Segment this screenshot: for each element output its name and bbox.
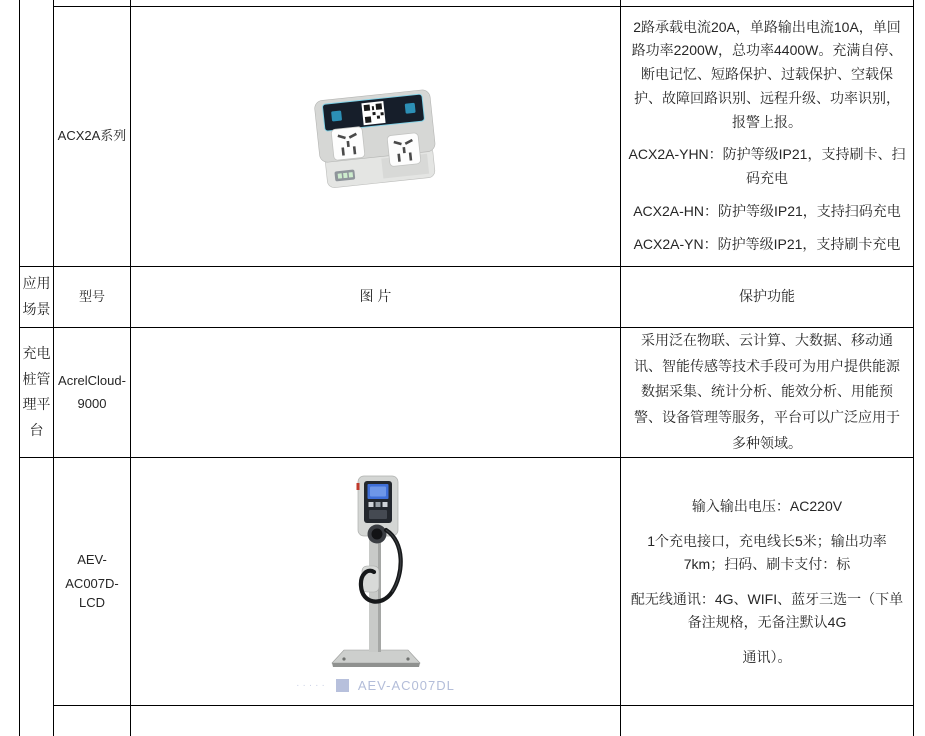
lcd-screen-inner — [370, 487, 386, 497]
paragraph: 9000 — [77, 396, 107, 412]
paragraph: ACX2A-HN：防护等级IP21，支持扫码充电 — [633, 203, 901, 220]
header-scene: 应用场景 — [20, 266, 54, 327]
bolt — [342, 658, 345, 661]
cell-model-acx2a — [54, 6, 131, 266]
cell-photo-platform-empty — [131, 327, 621, 457]
header-protection: 保护功能 — [621, 266, 914, 327]
acx2a-product-photo — [131, 75, 620, 197]
button — [375, 502, 380, 507]
cell-empty — [621, 706, 914, 736]
table-header-row — [20, 266, 914, 327]
header-image: 图 片 — [131, 266, 621, 327]
paragraph: 通讯）。 — [742, 648, 792, 665]
cell-photo-acx2a — [131, 6, 621, 266]
indicator-lights — [334, 170, 355, 182]
paragraph: AC007D-LCD — [65, 575, 119, 611]
table-row-partial-bottom — [20, 706, 914, 736]
caption-label: AEV-AC007DL — [357, 678, 455, 694]
paragraph: 2路承载电流20A，单路输出电流10A，单回路功率2200W，总功率4400W。充满自停、断电记忆、短路保护、过载保护、空载保护、故障回路识别、远程升级、功率识别，报警上报。 — [631, 18, 903, 130]
caption-dots: ····· — [296, 680, 328, 692]
cell-scene-empty-top — [20, 0, 54, 266]
cell-model-platform — [54, 327, 131, 457]
panel-icon-right — [404, 103, 415, 114]
table-row-platform — [20, 327, 914, 457]
product-spec-table — [19, 0, 914, 736]
smart-socket-illustration — [301, 75, 451, 197]
table-row-aev — [20, 458, 914, 706]
cell-desc-acx2a — [621, 6, 914, 266]
paragraph: AcrelCloud- — [58, 372, 126, 388]
paragraph: 采用泛在物联、云计算、大数据、移动通讯、智能传感等技术手段可为用户提供能源数据采集、统计分析、能效分析、用能预警、设备管理等服务，平台可以广泛应用于多种领域。 — [634, 331, 900, 452]
socket-outlet-2 — [386, 133, 420, 167]
paragraph: AEV- — [77, 552, 107, 568]
header-model: 型号 — [54, 266, 131, 327]
base-plate-edge — [332, 663, 420, 667]
ev-charger-product-photo — [131, 470, 620, 693]
bolt — [406, 658, 409, 661]
card-reader — [369, 510, 387, 519]
qr-code — [361, 101, 385, 125]
table-row-acx2a — [20, 6, 914, 266]
paragraph: 1个充电接口，充电线长5米；输出功率7km；扫码、刷卡支付：标 — [647, 533, 887, 572]
paragraph: 输入输出电压：AC220V — [691, 497, 843, 514]
paragraph: 配无线通讯：4G、WIFI、蓝牙三选一（下单备注规格，无备注默认4G — [630, 591, 904, 630]
button — [382, 502, 387, 507]
cell-photo-aev — [131, 458, 621, 706]
photo-caption — [296, 678, 455, 693]
panel-icon-left — [331, 111, 342, 122]
charging-pile-illustration — [306, 470, 446, 670]
cell-model-aev — [54, 458, 131, 706]
cell-scene-platform: 充电桩管理平台 — [20, 327, 54, 457]
paragraph: ACX2A-YHN：防护等级IP21，支持刷卡、扫码充电 — [628, 146, 906, 187]
socket-outlet-1 — [330, 127, 364, 161]
cell-desc-aev — [621, 458, 914, 706]
cell-scene-empty-bottom — [20, 458, 54, 736]
paragraph: ACX2A-YN：防护等级IP21，支持刷卡充电 — [633, 235, 901, 252]
cell-desc-platform — [621, 327, 914, 457]
gun-socket-core — [371, 529, 382, 540]
button — [368, 502, 373, 507]
red-indicator — [356, 483, 359, 490]
paragraph: ACX2A系列 — [57, 128, 127, 144]
cell-empty — [131, 706, 621, 736]
cell-empty — [54, 706, 131, 736]
caption-square-icon — [336, 679, 349, 692]
